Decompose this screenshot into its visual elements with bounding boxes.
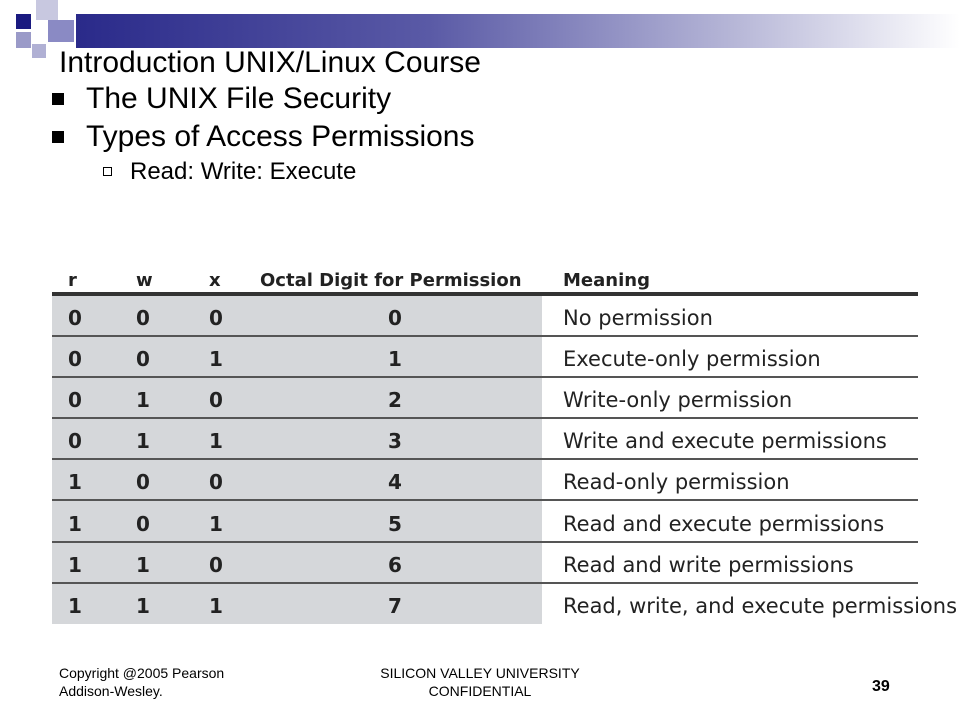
- cell-w: 0: [136, 511, 150, 536]
- cell-octal: 5: [388, 511, 402, 536]
- permissions-table: [52, 262, 958, 624]
- cell-r: 0: [68, 388, 82, 413]
- table-row: [52, 543, 918, 584]
- cell-r: 1: [68, 552, 82, 577]
- cell-r: 1: [68, 593, 82, 618]
- cell-meaning: Read, write, and execute permissions: [563, 593, 958, 618]
- cell-w: 0: [136, 470, 150, 495]
- copyright-line: Addison-Wesley.: [59, 683, 163, 699]
- bullet-list: [52, 82, 475, 192]
- cell-octal: 7: [388, 593, 402, 618]
- org-line: SILICON VALLEY UNIVERSITY: [380, 665, 580, 681]
- table-row: [52, 419, 918, 460]
- cell-x: 1: [209, 511, 223, 536]
- cell-w: 0: [136, 347, 150, 372]
- table-row: [52, 460, 918, 501]
- confidential-footer: [355, 664, 605, 700]
- cell-r: 0: [68, 347, 82, 372]
- header-x: x: [209, 270, 221, 291]
- cell-meaning: Execute-only permission: [563, 347, 821, 372]
- table-row: [52, 337, 918, 378]
- cell-r: 1: [68, 470, 82, 495]
- copyright-line: Copyright @2005 Pearson: [59, 665, 225, 681]
- cell-r: 0: [68, 306, 82, 330]
- cell-octal: 2: [388, 388, 402, 413]
- cell-meaning: Read and write permissions: [563, 552, 854, 577]
- table-row: [52, 584, 958, 625]
- square-bullet-icon: [52, 131, 64, 143]
- page-number: 39: [872, 678, 890, 695]
- cell-x: 0: [209, 388, 223, 413]
- bullet-item: [52, 120, 475, 158]
- cell-x: 1: [209, 429, 223, 454]
- bullet-text: Types of Access Permissions: [86, 120, 475, 153]
- deco-square-mid: [16, 32, 31, 48]
- hollow-square-bullet-icon: [103, 167, 112, 176]
- cell-x: 1: [209, 593, 223, 618]
- deco-square-mid: [48, 20, 74, 42]
- cell-meaning: Write-only permission: [563, 388, 793, 413]
- cell-r: 0: [68, 429, 82, 454]
- cell-w: 1: [136, 593, 150, 618]
- cell-meaning: Read and execute permissions: [563, 511, 885, 536]
- cell-w: 1: [136, 429, 150, 454]
- bullet-text: The UNIX File Security: [86, 82, 392, 115]
- header-r: r: [68, 270, 77, 291]
- bullet-item: [52, 82, 392, 120]
- table-header: [52, 262, 918, 296]
- deco-square-light: [32, 44, 46, 58]
- table-row: [52, 296, 918, 337]
- deco-square-light: [36, 0, 58, 20]
- cell-octal: 3: [388, 429, 402, 454]
- cell-x: 1: [209, 347, 223, 372]
- header-meaning: Meaning: [563, 270, 650, 291]
- cell-w: 1: [136, 388, 150, 413]
- cell-octal: 0: [388, 306, 402, 330]
- cell-meaning: No permission: [563, 306, 713, 330]
- title-bar-gradient: [76, 14, 960, 48]
- copyright-footer: [59, 664, 224, 700]
- cell-w: 1: [136, 552, 150, 577]
- sub-bullet-text: Read: Write: Execute: [130, 158, 357, 185]
- cell-octal: 6: [388, 552, 402, 577]
- cell-w: 0: [136, 306, 150, 330]
- confidential-line: CONFIDENTIAL: [428, 683, 532, 699]
- cell-octal: 4: [388, 470, 402, 495]
- deco-square-dark: [16, 14, 31, 29]
- header-w: w: [136, 270, 153, 291]
- table-row: [52, 502, 918, 543]
- cell-x: 0: [209, 470, 223, 495]
- cell-meaning: Read-only permission: [563, 470, 790, 495]
- header-octal: Octal Digit for Permission: [260, 270, 522, 291]
- cell-octal: 1: [388, 347, 402, 372]
- square-bullet-icon: [52, 93, 64, 105]
- table-row: [52, 378, 918, 419]
- cell-x: 0: [209, 306, 223, 330]
- cell-x: 0: [209, 552, 223, 577]
- slide-title: Introduction UNIX/Linux Course: [59, 46, 481, 79]
- cell-r: 1: [68, 511, 82, 536]
- cell-meaning: Write and execute permissions: [563, 429, 887, 454]
